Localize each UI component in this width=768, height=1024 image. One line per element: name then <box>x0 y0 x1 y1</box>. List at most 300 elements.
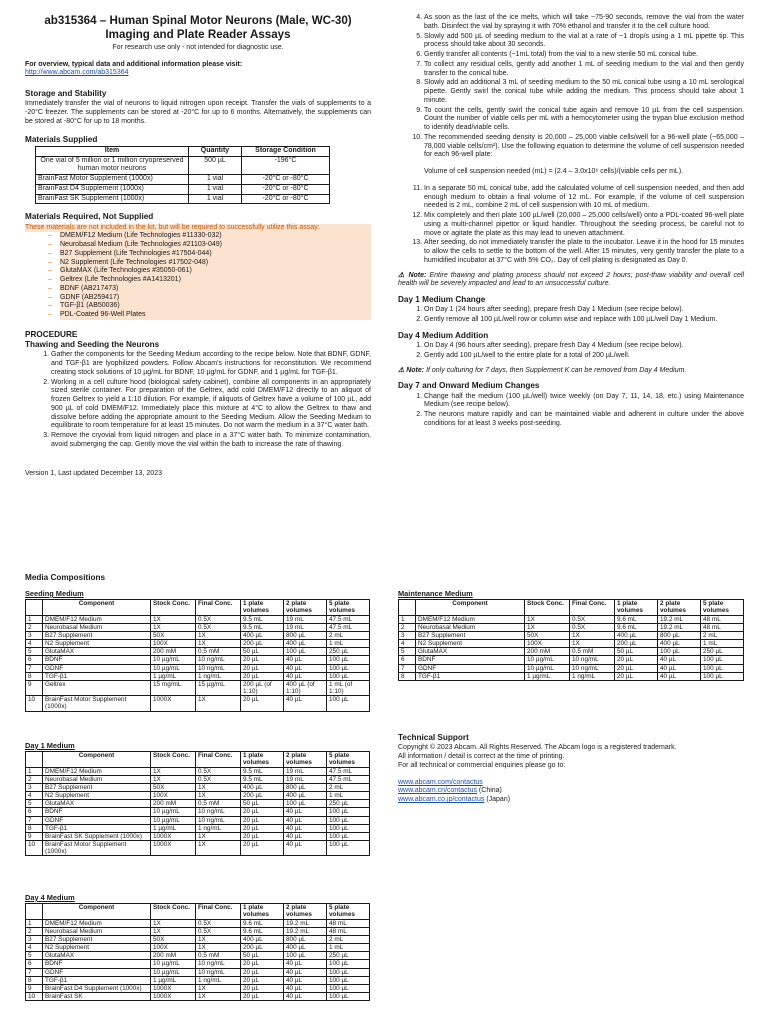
table-cell: 1X <box>151 623 196 631</box>
table-cell: 100 µL <box>327 832 370 840</box>
table-row <box>399 640 744 648</box>
table-cell: B27 Supplement <box>43 631 151 639</box>
table-cell: 1X <box>151 919 196 927</box>
region-label: (China) <box>476 787 502 795</box>
column-header: 2 plate volumes <box>284 752 327 767</box>
table-cell: B27 Supplement <box>43 783 151 791</box>
column-header <box>399 600 416 615</box>
table-cell: 10 µg/mL <box>151 656 196 664</box>
table-row <box>36 156 330 175</box>
table-cell: TGF-β1 <box>43 976 151 984</box>
table-row <box>26 680 370 695</box>
table-cell: -20°C or -80°C <box>242 175 330 185</box>
seeding-steps-list <box>398 14 744 160</box>
list-item: – GlutaMAX (Life Technologies #35050-061) <box>60 267 371 276</box>
materials-supplied-table <box>35 146 330 205</box>
table-cell: DMEM/F12 Medium <box>43 767 151 775</box>
table-cell: 7 <box>399 664 416 672</box>
list-item: – B27 Supplement (Life Technologies #17504-044) <box>60 250 371 259</box>
table-cell: 100 µL <box>658 648 701 656</box>
table-row <box>26 960 370 968</box>
table-cell: 100 µL <box>327 656 370 664</box>
table-cell: 20 µL <box>241 656 284 664</box>
list-item: 6. Gently transfer all contents (~1mL total) from the vial to a new sterile 50 mL conical tube. <box>424 51 744 60</box>
table-row <box>26 976 370 984</box>
table-cell: 9.5 mL <box>241 615 284 623</box>
table-cell: 100 µL <box>327 968 370 976</box>
column-header: Final Conc. <box>196 752 241 767</box>
day4-note-text: If only culturing for 7 days, then Supplement K can be removed from Day 4 Medium. <box>426 366 687 374</box>
table-cell: 2 <box>26 623 43 631</box>
table-cell: 40 µL <box>284 696 327 711</box>
table-cell: 100 µL <box>284 800 327 808</box>
seeding-equation: Volume of cell suspension needed (mL) = (2.4 – 3.0x10⁶ cells)/(viable cells per mL). <box>424 168 684 175</box>
table-row <box>26 623 370 631</box>
table-cell: 0.5X <box>196 919 241 927</box>
table-cell: 48 mL <box>701 623 744 631</box>
overview-link[interactable]: http://www.abcam.com/ab315364 <box>25 69 129 77</box>
table-cell: -20°C or -80°C <box>242 194 330 204</box>
table-cell: 200 mM <box>151 648 196 656</box>
table-cell: 10 µg/mL <box>151 808 196 816</box>
table-row <box>26 919 370 927</box>
table-cell: 9 <box>26 832 43 840</box>
seeding-medium-section <box>25 589 370 712</box>
column-header: 1 plate volumes <box>615 600 658 615</box>
table-cell: 400 µL <box>241 935 284 943</box>
media-heading-text: Media Compositions <box>25 573 106 582</box>
materials-required-list <box>25 232 371 320</box>
day4-medium-title: Day 4 Medium <box>25 893 75 902</box>
table-cell: 6 <box>26 656 43 664</box>
table-cell: 100 µL <box>327 960 370 968</box>
table-cell: 1X <box>196 944 241 952</box>
table-cell: 50X <box>525 631 570 639</box>
table-cell: 20 µL <box>241 960 284 968</box>
table-cell: 250 µL <box>327 952 370 960</box>
column-header: Stock Conc. <box>151 752 196 767</box>
table-cell: 1000X <box>151 984 196 992</box>
column-header: Component <box>43 752 151 767</box>
table-cell: 500 µL <box>189 156 242 175</box>
table-cell: 40 µL <box>284 968 327 976</box>
column-header: 5 plate volumes <box>327 600 370 615</box>
table-cell: 100 µL <box>284 648 327 656</box>
table-cell: 19 mL <box>284 615 327 623</box>
table-row <box>399 672 744 680</box>
table-cell: 3 <box>399 631 416 639</box>
table-cell: BrainFast SK Supplement (1000x) <box>43 832 151 840</box>
table-cell: 40 µL <box>284 808 327 816</box>
day4-note <box>398 367 744 376</box>
table-cell: 1X <box>151 767 196 775</box>
table-cell: 0.5X <box>570 615 615 623</box>
table-cell: BrainFast D4 Supplement (1000x) <box>43 984 151 992</box>
table-cell: 10 ng/mL <box>570 656 615 664</box>
table-cell: 1X <box>151 927 196 935</box>
table-cell: 9 <box>26 984 43 992</box>
table-cell: Neurobasal Medium <box>43 775 151 783</box>
table-cell: 4 <box>26 640 43 648</box>
list-item: 12. Mix completely and then plate 100 µL/well (20,000 – 25,000 cells/well) onto a PDL-coated 96-well plate using a multi-channel pipettor or liquid handler. Throughout the seeding process, be careful not to move or agitate the plate as this may lead to uneven attachment. <box>424 212 744 238</box>
table-cell: BDNF <box>43 960 151 968</box>
table-cell: 48 mL <box>327 927 370 935</box>
table-cell: 400 µL <box>241 783 284 791</box>
materials-supplied-body <box>36 156 330 204</box>
table-cell: 9.5 mL <box>241 775 284 783</box>
region-label: (Japan) <box>484 796 511 803</box>
column-header: 2 plate volumes <box>658 600 701 615</box>
table-cell: 40 µL <box>284 832 327 840</box>
table-cell: 1 µg/mL <box>151 672 196 680</box>
table-cell: 0.5 mM <box>196 648 241 656</box>
warning-icon: ⚠ Note: <box>398 271 427 279</box>
table-cell: 4 <box>26 792 43 800</box>
table-cell: 40 µL <box>284 993 327 1001</box>
table-cell: 48 mL <box>327 919 370 927</box>
table-cell: B27 Supplement <box>416 631 525 639</box>
table-cell: 40 µL <box>284 976 327 984</box>
table-cell: 400 µL <box>284 944 327 952</box>
table-cell: 1000X <box>151 832 196 840</box>
table-cell: 20 µL <box>241 664 284 672</box>
support-link-line <box>398 796 744 805</box>
thawing-note-text: Entire thawing and plating process should not exceed 2 hours; post-thaw viability and overall cell health will be severely impacted and lead to an unsuccessful culture. <box>398 271 745 288</box>
table-row <box>26 816 370 824</box>
table-cell: 20 µL <box>241 808 284 816</box>
table-cell: 250 µL <box>327 648 370 656</box>
thawing-note <box>398 272 744 290</box>
table-cell: DMEM/F12 Medium <box>43 615 151 623</box>
storage-text: Immediately transfer the vial of neurons to liquid nitrogen upon receipt. Transfer the vials of supplements to a -20°C freezer. The supplements can be stored at -20°C for up to 6 months. Alternatively, the supplements can be stored at -80°C for up to 18 months. <box>25 100 371 125</box>
table-row <box>26 672 370 680</box>
table-cell: 20 µL <box>241 816 284 824</box>
table-cell: 200 mM <box>151 800 196 808</box>
list-item: 8. Slowly add an additional 3 mL of seeding medium to the 50 mL conical tube using a 10 mL serological pipette. Gently swirl the conical tube while adding the medium. This process should take about 1 minute. <box>424 79 744 105</box>
table-cell: 100X <box>151 944 196 952</box>
table-cell: 40 µL <box>284 672 327 680</box>
table-row <box>26 767 370 775</box>
table-cell: 2 mL <box>327 935 370 943</box>
table-cell: DMEM/F12 Medium <box>43 919 151 927</box>
column-header: Storage Condition <box>242 146 330 156</box>
table-cell: GlutaMAX <box>43 648 151 656</box>
table-cell: BrainFast D4 Supplement (1000x) <box>36 184 189 194</box>
table-cell: 15 µg/mL <box>196 680 241 695</box>
table-cell: 1 <box>399 615 416 623</box>
list-item: 7. To collect any residual cells, gently add another 1 mL of seeding medium to the vial and then gently transfer to the conical tube. <box>424 61 744 79</box>
table-cell: 200 µL <box>241 792 284 800</box>
table-cell: 1X <box>151 615 196 623</box>
day1-heading: Day 1 Medium Change <box>398 295 486 304</box>
table-cell: 0.5X <box>196 623 241 631</box>
column-header: Final Conc. <box>196 600 241 615</box>
table-cell: 100 µL <box>327 696 370 711</box>
table-cell: 2 mL <box>327 631 370 639</box>
day7-steps-list <box>398 393 744 429</box>
table-row <box>36 194 330 204</box>
column-header: Component <box>43 600 151 615</box>
column-header: 5 plate volumes <box>327 752 370 767</box>
table-cell: 1X <box>525 623 570 631</box>
media-compositions-heading <box>25 573 105 583</box>
list-item: – PDL-Coated 96-Well Plates <box>60 311 371 320</box>
table-row <box>399 631 744 639</box>
table-cell: 19.2 mL <box>284 919 327 927</box>
table-row <box>26 648 370 656</box>
table-cell: 48 mL <box>701 615 744 623</box>
materials-required-notice: These materials are not included in the kit, but will be required to successfully utilize this assay: <box>25 224 371 233</box>
support-link-line <box>398 779 744 788</box>
table-cell: 100 µL <box>327 841 370 856</box>
thawing-steps-list <box>25 351 371 449</box>
table-cell: 40 µL <box>284 960 327 968</box>
column-header: 5 plate volumes <box>701 600 744 615</box>
table-cell: BrainFast Motor Supplement (1000x) <box>36 175 189 185</box>
table-row <box>26 927 370 935</box>
table-cell: N2 Supplement <box>43 640 151 648</box>
table-header-row <box>26 752 370 767</box>
support-heading: Technical Support <box>398 733 469 742</box>
table-cell: N2 Supplement <box>416 640 525 648</box>
table-cell: 1 <box>26 919 43 927</box>
table-cell: 1000X <box>151 696 196 711</box>
table-cell: 1X <box>196 696 241 711</box>
table-cell: -196°C <box>242 156 330 175</box>
table-cell: 1 <box>26 615 43 623</box>
table-header-row <box>36 146 330 156</box>
table-cell: Neurobasal Medium <box>43 927 151 935</box>
overview-label: For overview, typical data and additional information please visit: <box>25 60 243 68</box>
table-row <box>36 175 330 185</box>
table-cell: 1X <box>525 615 570 623</box>
table-cell: 800 µL <box>284 783 327 791</box>
table-cell: 6 <box>26 960 43 968</box>
table-cell: 47.5 mL <box>327 775 370 783</box>
table-cell: 1 vial <box>189 194 242 204</box>
table-cell: 10 µg/mL <box>151 664 196 672</box>
table-cell: 200 mM <box>151 952 196 960</box>
contact-link[interactable]: www.abcam.co.jp/contactus <box>398 796 485 803</box>
table-cell: 1 ng/mL <box>196 976 241 984</box>
list-item: 1. Change half the medium (100 µL/well) twice weekly (on Day 7, 11, 14, 18, etc.) using Maintenance Medium (see recipe below). <box>424 393 744 411</box>
table-cell: 100 µL <box>327 664 370 672</box>
table-cell: 1 ng/mL <box>196 824 241 832</box>
table-cell: BDNF <box>43 656 151 664</box>
table-cell: 4 <box>26 944 43 952</box>
table-cell: Neurobasal Medium <box>416 623 525 631</box>
table-cell: 800 µL <box>284 631 327 639</box>
table-cell: 10 µg/mL <box>525 664 570 672</box>
table-cell: GlutaMAX <box>416 648 525 656</box>
warning-icon: ⚠ Note: <box>398 366 425 374</box>
table-cell: 1X <box>570 640 615 648</box>
seeding-medium-table <box>25 599 370 711</box>
table-cell: 50 µL <box>241 648 284 656</box>
thawing-heading: Thawing and Seeding the Neurons <box>25 340 160 350</box>
table-cell: 1 mL <box>327 640 370 648</box>
table-cell: 40 µL <box>284 816 327 824</box>
column-header <box>26 752 43 767</box>
support-line: All information / detail is correct at the time of printing. <box>398 753 565 760</box>
table-cell: 100 µL <box>701 672 744 680</box>
table-cell: 1 mL (of 1:10) <box>327 680 370 695</box>
table-cell: Geltrex <box>43 680 151 695</box>
table-row <box>26 824 370 832</box>
table-cell: 40 µL <box>658 672 701 680</box>
table-cell: 200 mM <box>525 648 570 656</box>
column-header: Stock Conc. <box>525 600 570 615</box>
document-title: ab315364 – Human Spinal Motor Neurons (Male, WC-30) Imaging and Plate Reader Assays <box>44 14 352 41</box>
table-cell: 3 <box>26 783 43 791</box>
list-item: 10. The recommended seeding density is 20,000 – 25,000 viable cells/well for a 96-well plate (~65,000 – 78,000 viable cells/cm²). Use the following equation to determine the volume of cell suspension needed for each 96-well plate: <box>424 134 744 160</box>
maintenance-medium-section <box>398 589 744 681</box>
table-cell: 40 µL <box>284 656 327 664</box>
table-cell: 8 <box>26 976 43 984</box>
table-cell: 19.2 mL <box>284 927 327 935</box>
list-item: 5. Slowly add 500 µL of seeding medium to the vial at a rate of ~1 drop/s using a 1 mL pipette tip. This process should take about 30 seconds. <box>424 33 744 51</box>
table-cell: 100X <box>525 640 570 648</box>
list-item: 3. Remove the cryovial from liquid nitrogen and place in a 37°C water bath. To minimize contamination, avoid submerging the cap. Gently move the vial within the bath to increase the rate of thawing. <box>51 432 371 450</box>
table-cell: 50X <box>151 783 196 791</box>
table-cell: 20 µL <box>241 832 284 840</box>
table-cell: 10 ng/mL <box>196 960 241 968</box>
table-cell: 100X <box>151 792 196 800</box>
table-cell: 5 <box>26 800 43 808</box>
list-item: 9. To count the cells, gently swirl the conical tube again and remove 10 µL from the cell suspension. Count the number of viable cells per mL with a hemocytometer using the trypan blue exclusion method to identify dead/viable cells. <box>424 107 744 133</box>
table-cell: 200 µL <box>241 640 284 648</box>
table-row <box>26 952 370 960</box>
table-row <box>26 984 370 992</box>
support-link-line <box>398 787 744 796</box>
table-cell: 1X <box>196 935 241 943</box>
table-header-row <box>399 600 744 615</box>
table-cell: 1 ng/mL <box>196 672 241 680</box>
table-cell: 20 µL <box>241 824 284 832</box>
table-cell: GlutaMAX <box>43 952 151 960</box>
table-cell: 200 µL (of 1:10) <box>241 680 284 695</box>
materials-required-heading: Materials Required, Not Supplied <box>25 212 154 222</box>
list-item: – N2 Supplement (Life Technologies #17502-048) <box>60 259 371 268</box>
day4-heading: Day 4 Medium Addition <box>398 330 489 340</box>
table-cell: 9.6 mL <box>615 623 658 631</box>
table-cell: 8 <box>26 824 43 832</box>
table-cell: 1 vial <box>189 184 242 194</box>
table-cell: 400 µL <box>284 792 327 800</box>
day1-medium-title: Day 1 Medium <box>25 741 75 750</box>
table-row <box>36 184 330 194</box>
table-cell: 10 µg/mL <box>151 960 196 968</box>
table-cell: 0.5 mM <box>196 800 241 808</box>
contact-link[interactable]: www.abcam.com/contactus <box>398 778 483 786</box>
table-cell: 100 µL <box>284 952 327 960</box>
table-cell: 100 µL <box>327 993 370 1001</box>
left-column <box>25 14 371 478</box>
table-cell: 19 mL <box>284 623 327 631</box>
table-cell: 19.2 mL <box>658 623 701 631</box>
list-item: 2. Gently remove all 100 µL/well row or column wise and replace with 100 µL/well Day 1 Medium. <box>424 316 744 325</box>
table-cell: 40 µL <box>284 984 327 992</box>
maintenance-medium-title: Maintenance Medium <box>398 589 473 598</box>
contact-link[interactable]: www.abcam.cn/contactus <box>398 787 477 795</box>
table-row <box>26 664 370 672</box>
column-header: 1 plate volumes <box>241 600 284 615</box>
column-header: Component <box>416 600 525 615</box>
table-cell: 20 µL <box>241 968 284 976</box>
table-cell: 1X <box>196 783 241 791</box>
table-cell: 2 <box>26 775 43 783</box>
support-lines <box>398 744 744 770</box>
table-cell: 1X <box>196 832 241 840</box>
day1-medium-section <box>25 741 370 856</box>
table-cell: -20°C or -80°C <box>242 184 330 194</box>
column-header: 2 plate volumes <box>284 600 327 615</box>
table-row <box>26 841 370 856</box>
table-cell: 800 µL <box>658 631 701 639</box>
table-cell: 6 <box>26 808 43 816</box>
table-cell: 9.6 mL <box>615 615 658 623</box>
table-row <box>26 792 370 800</box>
list-item: – BDNF (AB217473) <box>60 285 371 294</box>
day4-medium-section <box>25 893 370 1001</box>
list-item: – Neurobasal Medium (Life Technologies #21103-049) <box>60 241 371 250</box>
table-cell: 15 mg/mL <box>151 680 196 695</box>
list-item: – GDNF (AB259417) <box>60 294 371 303</box>
table-cell: 0.5X <box>570 623 615 631</box>
table-cell: 1X <box>196 993 241 1001</box>
table-cell: 20 µL <box>615 656 658 664</box>
version-text: Version 1, Last updated December 13, 2023 <box>25 469 162 477</box>
table-cell: 250 µL <box>701 648 744 656</box>
table-row <box>26 631 370 639</box>
table-row <box>399 656 744 664</box>
table-cell: TGF-β1 <box>416 672 525 680</box>
table-row <box>26 640 370 648</box>
table-cell: 1 ng/mL <box>570 672 615 680</box>
table-cell: 400 µL (of 1:10) <box>284 680 327 695</box>
table-cell: GlutaMAX <box>43 800 151 808</box>
table-cell: 400 µL <box>615 631 658 639</box>
table-cell: 9.5 mL <box>241 767 284 775</box>
table-cell: 20 µL <box>615 672 658 680</box>
day1-steps-list <box>398 306 744 325</box>
table-cell: 1 µg/mL <box>151 976 196 984</box>
table-cell: 40 µL <box>284 841 327 856</box>
column-header: Final Conc. <box>570 600 615 615</box>
table-row <box>26 935 370 943</box>
table-row <box>399 623 744 631</box>
table-cell: N2 Supplement <box>43 944 151 952</box>
table-cell: 100 µL <box>327 808 370 816</box>
table-cell: 1X <box>196 841 241 856</box>
list-item: 2. The neurons mature rapidly and can be maintained viable and adherent in culture under the above conditions for at least 3 weeks post-seeding. <box>424 411 744 429</box>
table-cell: 0.5 mM <box>570 648 615 656</box>
table-cell: 800 µL <box>284 935 327 943</box>
table-cell: 5 <box>26 952 43 960</box>
table-header-row <box>26 904 370 919</box>
table-cell: 47.5 mL <box>327 623 370 631</box>
table-cell: 6 <box>399 656 416 664</box>
table-cell: 10 µg/mL <box>525 656 570 664</box>
table-cell: BDNF <box>43 808 151 816</box>
table-cell: 2 mL <box>327 783 370 791</box>
column-header: 1 plate volumes <box>241 904 284 919</box>
table-cell: 10 ng/mL <box>196 968 241 976</box>
table-cell: GDNF <box>43 816 151 824</box>
table-cell: 10 µg/mL <box>151 816 196 824</box>
table-cell: 50 µL <box>615 648 658 656</box>
column-header: Stock Conc. <box>151 904 196 919</box>
